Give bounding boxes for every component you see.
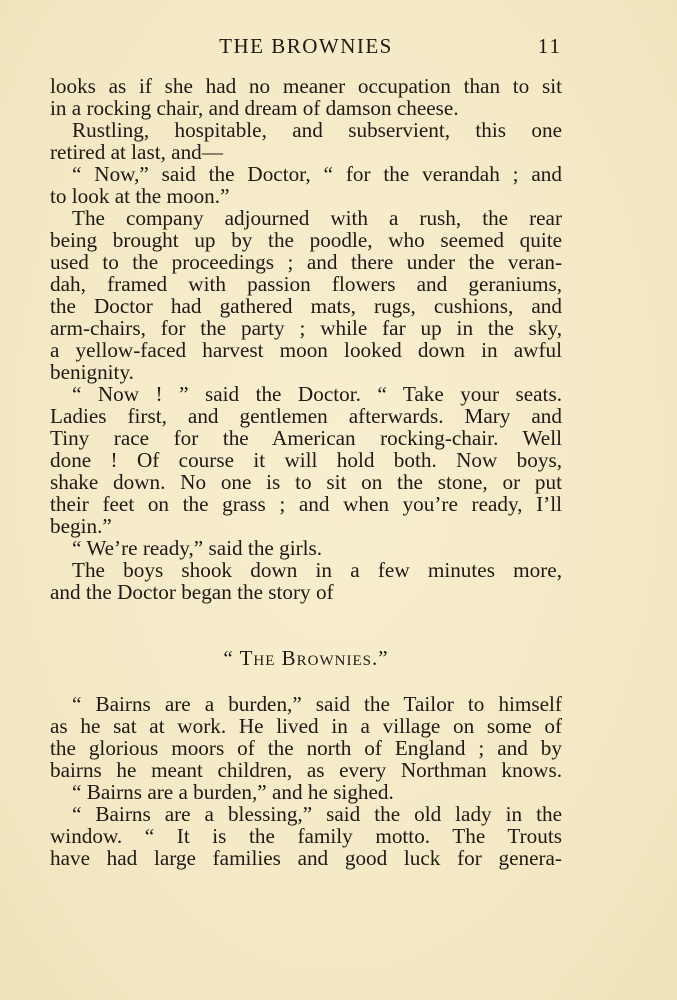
text-line: bairns he meant children, as every Northman knows. xyxy=(50,758,562,782)
section-gap xyxy=(50,603,562,647)
paragraph xyxy=(50,537,562,559)
text-line: the Doctor had gathered mats, rugs, cushions, and xyxy=(50,294,562,318)
paragraph xyxy=(50,781,562,803)
text-line: “ Bairns are a burden,” and he sighed. xyxy=(72,780,394,804)
chapter-title: “ The Brownies.” xyxy=(223,646,389,670)
text-line: Tiny race for the American rocking-chair. Well xyxy=(50,426,562,450)
text-line: looks as if she had no meaner occupation than to sit xyxy=(50,74,562,98)
text-line: done ! Of course it will hold both. Now boys, xyxy=(50,448,562,472)
paragraph xyxy=(50,75,562,119)
text-line: “ Now,” said the Doctor, “ for the verandah ; and xyxy=(72,162,562,186)
text-line: to look at the moon.” xyxy=(50,184,230,208)
page-header xyxy=(50,34,562,64)
paragraph xyxy=(50,559,562,603)
text-line: being brought up by the poodle, who seemed quite xyxy=(50,228,562,252)
text-line: Ladies first, and gentlemen afterwards. Mary and xyxy=(50,404,562,428)
running-head: THE BROWNIES xyxy=(219,34,393,58)
paragraph xyxy=(50,383,562,537)
section-gap xyxy=(50,669,562,693)
body-text xyxy=(50,75,562,869)
text-line: window. “ It is the family motto. The Trouts xyxy=(50,824,562,848)
text-line: “ Bairns are a blessing,” said the old lady in the xyxy=(72,802,562,826)
text-line: The company adjourned with a rush, the rear xyxy=(72,206,562,230)
text-line: dah, framed with passion flowers and geraniums, xyxy=(50,272,562,296)
text-line: shake down. No one is to sit on the stone, or put xyxy=(50,470,562,494)
text-line: in a rocking chair, and dream of damson cheese. xyxy=(50,96,459,120)
text-line: Rustling, hospitable, and subservient, this one xyxy=(72,118,562,142)
page-number: 11 xyxy=(537,34,562,58)
text-line: The boys shook down in a few minutes more, xyxy=(72,558,562,582)
paragraph xyxy=(50,119,562,163)
paragraph xyxy=(50,693,562,781)
text-line: their feet on the grass ; and when you’re ready, I’ll xyxy=(50,492,562,516)
paragraph xyxy=(50,207,562,383)
text-line: used to the proceedings ; and there under the veran- xyxy=(50,250,562,274)
text-line: arm-chairs, for the party ; while far up in the sky, xyxy=(50,316,562,340)
text-line: have had large families and good luck for genera- xyxy=(50,846,562,870)
text-line: benignity. xyxy=(50,360,134,384)
text-line: a yellow-faced harvest moon looked down in awful xyxy=(50,338,562,362)
text-line: “ Now ! ” said the Doctor. “ Take your seats. xyxy=(72,382,562,406)
text-line: “ Bairns are a burden,” said the Tailor to himself xyxy=(72,692,562,716)
text-line: begin.” xyxy=(50,514,112,538)
paragraph xyxy=(50,163,562,207)
text-line: “ We’re ready,” said the girls. xyxy=(72,536,323,560)
text-line: as he sat at work. He lived in a village on some of xyxy=(50,714,562,738)
text-line: and the Doctor began the story of xyxy=(50,580,334,604)
text-line: retired at last, and— xyxy=(50,140,223,164)
text-line: the glorious moors of the north of England ; and by xyxy=(50,736,562,760)
paragraph xyxy=(50,803,562,869)
